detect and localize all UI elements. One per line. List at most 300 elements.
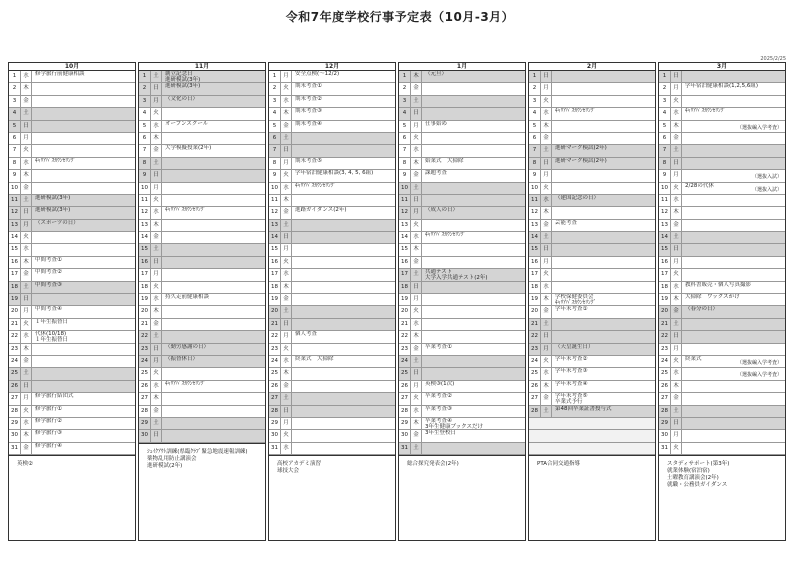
- event-cell: [422, 183, 525, 194]
- day-number: 1: [529, 71, 541, 82]
- day-number: 25: [529, 368, 541, 379]
- weekday: 水: [411, 406, 422, 417]
- day-row: [529, 319, 655, 331]
- day-number: 2: [529, 83, 541, 94]
- weekday: 土: [411, 183, 422, 194]
- day-row: [9, 96, 135, 108]
- day-row: [269, 83, 395, 95]
- month-header: 12月: [269, 63, 395, 71]
- event-cell: [552, 368, 655, 379]
- weekday: 水: [21, 331, 32, 342]
- day-row: [659, 145, 785, 157]
- event-text: 修学旅行前健康相談: [35, 71, 85, 77]
- event-cell: [162, 170, 265, 181]
- month-notes: PTA合同交通指導: [529, 455, 655, 540]
- event-note: （選抜編入学考査）: [736, 359, 782, 366]
- event-cell: [682, 183, 785, 194]
- day-number: 14: [9, 232, 21, 243]
- weekday: 水: [411, 232, 422, 243]
- day-row: [399, 368, 525, 380]
- event-cell: [32, 232, 135, 243]
- weekday: 月: [151, 183, 162, 194]
- day-row: [659, 269, 785, 281]
- day-row: [269, 121, 395, 133]
- weekday: 水: [281, 443, 292, 454]
- weekday: 金: [671, 220, 682, 231]
- day-number: 5: [399, 121, 411, 132]
- event-cell: [552, 381, 655, 392]
- event-cell: [162, 71, 265, 82]
- event-cell: [422, 257, 525, 268]
- day-number: 29: [269, 418, 281, 429]
- event-cell: [32, 71, 135, 82]
- weekday: 火: [541, 356, 552, 367]
- weekday: 月: [541, 257, 552, 268]
- day-row: [269, 393, 395, 405]
- weekday: 木: [281, 368, 292, 379]
- event-cell: [682, 356, 785, 367]
- event-text: ｷｬﾘｱﾊﾟｽｶｳﾝｾﾘﾝｸﾞ: [165, 380, 207, 387]
- weekday: 金: [541, 306, 552, 317]
- event-cell: [552, 121, 655, 132]
- event-cell: [32, 356, 135, 367]
- day-row: [9, 170, 135, 182]
- day-number: 22: [529, 331, 541, 342]
- weekday: 木: [21, 170, 32, 181]
- day-row: [269, 406, 395, 418]
- day-number: 27: [139, 393, 151, 404]
- weekday: 月: [671, 344, 682, 355]
- day-number: 3: [9, 96, 21, 107]
- event-cell: [552, 133, 655, 144]
- day-number: 26: [399, 381, 411, 392]
- day-number: 8: [399, 158, 411, 169]
- event-cell: [292, 145, 395, 156]
- weekday: 月: [151, 269, 162, 280]
- day-row: [659, 319, 785, 331]
- event-text: （成人の日）: [425, 207, 459, 214]
- weekday: 水: [281, 356, 292, 367]
- day-row: [399, 83, 525, 95]
- day-row: [9, 418, 135, 430]
- day-row: [139, 232, 265, 244]
- event-cell: [292, 158, 395, 169]
- day-number: 7: [269, 145, 281, 156]
- day-number: 4: [139, 108, 151, 119]
- day-number: 10: [139, 183, 151, 194]
- weekday: 土: [21, 195, 32, 206]
- day-number: 13: [269, 220, 281, 231]
- event-cell: [292, 381, 395, 392]
- weekday: 土: [151, 158, 162, 169]
- event-text: 修学旅行①: [35, 405, 62, 412]
- day-number: 21: [269, 319, 281, 330]
- weekday: 土: [151, 244, 162, 255]
- day-number: 6: [9, 133, 21, 144]
- weekday: 火: [671, 356, 682, 367]
- day-row: [9, 381, 135, 393]
- day-number: 29: [659, 418, 671, 429]
- event-text: （スポーツの日）: [35, 219, 79, 226]
- event-cell: [682, 220, 785, 231]
- event-text: 卒業考査④ 3年生健康ブックスだけ: [425, 417, 484, 430]
- day-number: 10: [399, 183, 411, 194]
- event-cell: [292, 294, 395, 305]
- weekday: 金: [541, 220, 552, 231]
- day-row: [399, 306, 525, 318]
- day-number: 23: [529, 344, 541, 355]
- day-number: 7: [399, 145, 411, 156]
- day-row: [529, 393, 655, 405]
- day-number: 24: [139, 356, 151, 367]
- event-cell: [292, 356, 395, 367]
- event-cell: [552, 282, 655, 293]
- day-number: 26: [139, 381, 151, 392]
- day-number: 8: [529, 158, 541, 169]
- event-text: ｷｬﾘｱﾊﾟｽｶｳﾝｾﾘﾝｸﾞ: [425, 232, 467, 239]
- day-row: [399, 381, 525, 393]
- event-cell: [552, 83, 655, 94]
- day-row: [139, 282, 265, 294]
- day-number: 1: [269, 71, 281, 82]
- day-row: [399, 183, 525, 195]
- day-row: [659, 183, 785, 195]
- day-row: [399, 220, 525, 232]
- event-cell: [162, 282, 265, 293]
- day-number: 15: [659, 244, 671, 255]
- day-row: [139, 133, 265, 145]
- event-text: 安全点検(～12/2): [295, 71, 340, 77]
- day-row: [659, 331, 785, 343]
- event-cell: [422, 430, 525, 441]
- day-number: 10: [659, 183, 671, 194]
- event-cell: [162, 344, 265, 355]
- event-cell: [292, 368, 395, 379]
- event-cell: [422, 220, 525, 231]
- event-text: 進研マーク模試(2年): [555, 157, 607, 164]
- weekday: 土: [541, 406, 552, 417]
- day-number: 29: [139, 418, 151, 429]
- weekday: 水: [151, 121, 162, 132]
- event-text: 大掃除 ワックスがけ: [685, 294, 740, 301]
- weekday: 木: [281, 195, 292, 206]
- weekday: 木: [541, 207, 552, 218]
- event-cell: [162, 294, 265, 305]
- day-number: 4: [529, 108, 541, 119]
- day-row: [9, 158, 135, 170]
- day-number: 26: [269, 381, 281, 392]
- day-row: [9, 244, 135, 256]
- event-cell: [292, 71, 395, 82]
- day-number: 13: [659, 220, 671, 231]
- day-number: 26: [9, 381, 21, 392]
- event-text: ｷｬﾘｱﾊﾟｽｶｳﾝｾﾘﾝｸﾞ: [685, 108, 727, 115]
- day-row: [9, 393, 135, 405]
- event-cell: [162, 406, 265, 417]
- event-cell: [292, 108, 395, 119]
- event-cell: [32, 344, 135, 355]
- day-number: 1: [9, 71, 21, 82]
- day-row: [269, 232, 395, 244]
- event-cell: [422, 83, 525, 94]
- event-cell: [292, 282, 395, 293]
- event-cell: [162, 133, 265, 144]
- day-number: 5: [659, 121, 671, 132]
- weekday: 火: [151, 368, 162, 379]
- day-row: [9, 257, 135, 269]
- weekday: 月: [21, 220, 32, 231]
- weekday: 金: [671, 393, 682, 404]
- event-cell: [162, 244, 265, 255]
- event-text: 学年末考査⑤ 卒業式予行: [555, 393, 588, 405]
- day-number: 11: [529, 195, 541, 206]
- event-cell: [682, 319, 785, 330]
- event-text: （振替休日）: [165, 355, 199, 362]
- day-number: 27: [9, 393, 21, 404]
- day-row: [9, 306, 135, 318]
- day-number: 18: [139, 282, 151, 293]
- day-row: [659, 232, 785, 244]
- event-cell: [292, 170, 395, 181]
- day-row: [269, 244, 395, 256]
- day-row: [529, 207, 655, 219]
- event-cell: [682, 195, 785, 206]
- weekday: 木: [411, 418, 422, 429]
- event-cell: [682, 331, 785, 342]
- event-cell: [422, 207, 525, 218]
- event-cell: [292, 306, 395, 317]
- event-cell: [292, 207, 395, 218]
- day-row: [269, 133, 395, 145]
- event-text: 卒業考査②: [425, 393, 452, 400]
- day-row: [9, 207, 135, 219]
- weekday: 火: [281, 257, 292, 268]
- weekday: 月: [151, 96, 162, 107]
- day-row: [399, 96, 525, 108]
- day-number: 30: [139, 430, 151, 441]
- event-cell: [292, 257, 395, 268]
- weekday: 水: [411, 319, 422, 330]
- event-text: ｷｬﾘｱﾊﾟｽｶｳﾝｾﾘﾝｸﾞ: [555, 108, 597, 115]
- event-cell: [422, 158, 525, 169]
- weekday: 金: [21, 269, 32, 280]
- weekday: 水: [541, 368, 552, 379]
- day-row: [139, 170, 265, 182]
- weekday: 水: [151, 381, 162, 392]
- day-row: [9, 344, 135, 356]
- day-row: [529, 183, 655, 195]
- event-text: オープンスクール: [165, 120, 209, 127]
- day-number: 21: [139, 319, 151, 330]
- day-row: [269, 145, 395, 157]
- day-row: [269, 368, 395, 380]
- event-cell: [552, 207, 655, 218]
- day-row: [659, 430, 785, 442]
- event-text: 進路ガイダンス(2年): [295, 207, 347, 214]
- event-text: ｷｬﾘｱﾊﾟｽｶｳﾝｾﾘﾝｸﾞ: [165, 207, 207, 214]
- weekday: 月: [281, 418, 292, 429]
- day-number: 17: [139, 269, 151, 280]
- month-column: [658, 62, 786, 541]
- event-cell: [682, 83, 785, 94]
- day-number: 22: [399, 331, 411, 342]
- weekday: 月: [671, 257, 682, 268]
- weekday: 土: [21, 282, 32, 293]
- day-row: [9, 269, 135, 281]
- day-row: [399, 145, 525, 157]
- event-cell: [292, 121, 395, 132]
- day-number: 20: [9, 306, 21, 317]
- event-cell: [292, 232, 395, 243]
- day-number: 22: [659, 331, 671, 342]
- day-number: 19: [399, 294, 411, 305]
- day-number: 17: [9, 269, 21, 280]
- event-cell: [32, 121, 135, 132]
- day-number: 14: [659, 232, 671, 243]
- day-row: [269, 319, 395, 331]
- day-row: [269, 170, 395, 182]
- event-cell: [292, 430, 395, 441]
- weekday: 日: [281, 406, 292, 417]
- event-cell: [552, 344, 655, 355]
- event-cell: [162, 306, 265, 317]
- event-cell: [162, 368, 265, 379]
- weekday: 日: [671, 158, 682, 169]
- day-row: [269, 158, 395, 170]
- weekday: 火: [151, 195, 162, 206]
- day-row: [529, 381, 655, 393]
- weekday: 水: [21, 244, 32, 255]
- day-number: 1: [659, 71, 671, 82]
- month-header: 3月: [659, 63, 785, 71]
- day-row: [399, 108, 525, 120]
- event-note: （選抜入試）: [751, 174, 782, 181]
- event-cell: [422, 443, 525, 454]
- event-cell: [552, 406, 655, 417]
- day-row: [529, 96, 655, 108]
- weekday: 金: [151, 406, 162, 417]
- day-row: [529, 244, 655, 256]
- weekday: 日: [541, 71, 552, 82]
- event-cell: [162, 195, 265, 206]
- weekday: 日: [671, 71, 682, 82]
- day-list: [139, 71, 265, 443]
- event-text: 修学旅行結団式: [35, 393, 74, 400]
- day-number: 19: [269, 294, 281, 305]
- day-number: 16: [269, 257, 281, 268]
- event-text: （元旦）: [425, 71, 448, 77]
- weekday: 日: [671, 244, 682, 255]
- day-row: [529, 121, 655, 133]
- event-cell: [292, 269, 395, 280]
- day-row: [139, 344, 265, 356]
- event-text: 期末考査③: [295, 108, 322, 115]
- day-row: [659, 220, 785, 232]
- weekday: 火: [281, 344, 292, 355]
- day-number: 20: [139, 306, 151, 317]
- day-row: [529, 232, 655, 244]
- day-row: [529, 257, 655, 269]
- event-cell: [552, 244, 655, 255]
- day-number: 16: [139, 257, 151, 268]
- day-row: [659, 356, 785, 368]
- day-row: [399, 393, 525, 405]
- day-row: [529, 220, 655, 232]
- weekday: 日: [151, 83, 162, 94]
- day-number: 16: [9, 257, 21, 268]
- weekday: 日: [281, 232, 292, 243]
- event-text: 中間考査③: [35, 281, 62, 288]
- weekday: 日: [411, 368, 422, 379]
- weekday: 土: [21, 368, 32, 379]
- weekday: 火: [671, 443, 682, 454]
- weekday: 月: [541, 344, 552, 355]
- day-number: 3: [659, 96, 671, 107]
- day-row: [529, 170, 655, 182]
- event-cell: [552, 145, 655, 156]
- day-number: 12: [399, 207, 411, 218]
- weekday: 水: [541, 282, 552, 293]
- day-number: 18: [659, 282, 671, 293]
- day-number: 9: [659, 170, 671, 181]
- event-cell: [32, 145, 135, 156]
- day-row: [659, 306, 785, 318]
- event-cell: [552, 356, 655, 367]
- day-number: 4: [269, 108, 281, 119]
- event-cell: [682, 232, 785, 243]
- event-text: 期末考査①: [295, 83, 322, 90]
- event-cell: [552, 232, 655, 243]
- weekday: 日: [671, 418, 682, 429]
- day-row: [139, 71, 265, 83]
- weekday: 火: [151, 282, 162, 293]
- weekday: 土: [671, 406, 682, 417]
- event-cell: [292, 331, 395, 342]
- weekday: 水: [281, 183, 292, 194]
- event-cell: [552, 257, 655, 268]
- event-cell: [552, 319, 655, 330]
- day-row: [9, 195, 135, 207]
- day-row: [659, 96, 785, 108]
- event-cell: [682, 306, 785, 317]
- event-cell: [682, 207, 785, 218]
- event-cell: [682, 133, 785, 144]
- weekday: 金: [411, 170, 422, 181]
- day-number: 17: [659, 269, 671, 280]
- event-text: 進研マーク模試(2年): [555, 145, 607, 152]
- event-cell: [162, 207, 265, 218]
- weekday: 木: [541, 121, 552, 132]
- weekday: 金: [671, 133, 682, 144]
- event-text: 期末考査④: [295, 120, 322, 127]
- day-row: [529, 108, 655, 120]
- day-number: 22: [9, 331, 21, 342]
- weekday: 金: [21, 443, 32, 454]
- day-row: [399, 158, 525, 170]
- event-cell: [682, 96, 785, 107]
- weekday: 月: [671, 430, 682, 441]
- day-row: [399, 344, 525, 356]
- day-row: [659, 344, 785, 356]
- event-cell: [422, 244, 525, 255]
- month-column: [528, 62, 656, 541]
- event-cell: [32, 282, 135, 293]
- event-text: ｷｬﾘｱﾊﾟｽｶｳﾝｾﾘﾝｸﾞ: [295, 182, 337, 189]
- event-text: 修学旅行②: [35, 417, 62, 424]
- event-text: 課題考査: [425, 170, 448, 177]
- event-cell: [552, 306, 655, 317]
- day-row: [659, 393, 785, 405]
